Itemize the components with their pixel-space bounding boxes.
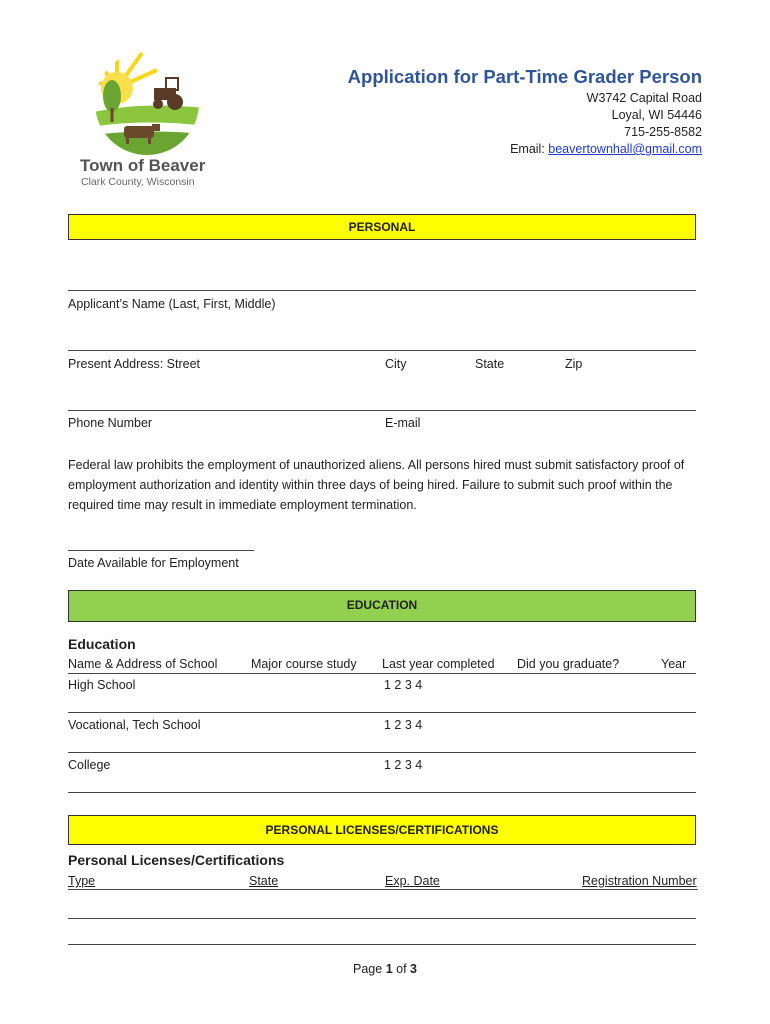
- page-footer: [0, 962, 770, 976]
- date-available-label: Date Available for Employment: [68, 556, 239, 570]
- col-type: Type: [68, 874, 96, 888]
- applicant-name-label: Applicant’s Name (Last, First, Middle): [68, 297, 276, 311]
- section-band-personal: PERSONAL: [68, 214, 696, 240]
- address-line2: Loyal, WI 54446: [611, 108, 702, 122]
- logo-title: Town of Beaver: [80, 156, 206, 175]
- col-exp-date: Exp. Date: [385, 874, 440, 888]
- town-logo: [72, 48, 222, 193]
- farm-scene-icon: [72, 48, 222, 158]
- employment-notice: Federal law prohibits the employment of unauthorized aliens. All persons hired must submit satisfactory proof of employment authorization and identity within three days of being hired. Failure to submit such proof within the required time may result in immediate employment termination.: [68, 458, 685, 512]
- date-available-line[interactable]: [68, 550, 254, 551]
- address-line[interactable]: [68, 350, 696, 351]
- col-school-name: Name & Address of School: [68, 657, 218, 671]
- col-major: Major course study: [251, 657, 357, 671]
- licenses-header-underline: [68, 889, 698, 890]
- license-row-line[interactable]: [68, 944, 696, 945]
- logo-subtitle: Clark County, Wisconsin: [81, 176, 195, 188]
- license-row-line[interactable]: [68, 918, 696, 919]
- city-label: City: [385, 357, 407, 371]
- email-link[interactable]: beavertownhall@gmail.com: [548, 142, 702, 156]
- education-header-underline: [68, 673, 696, 674]
- phone-label: Phone Number: [68, 416, 153, 430]
- phone-email-line[interactable]: [68, 410, 696, 411]
- section-band-education: EDUCATION: [68, 590, 696, 622]
- edu-row-high-school: High School: [68, 678, 136, 692]
- licenses-heading: Personal Licenses/Certifications: [68, 852, 285, 868]
- personal-email-label: E-mail: [385, 416, 421, 430]
- page-prefix: Page: [353, 962, 386, 976]
- col-last-year: Last year completed: [382, 657, 495, 671]
- edu-row-high-school-years[interactable]: 1 2 3 4: [384, 678, 423, 692]
- edu-row-college: College: [68, 758, 111, 772]
- edu-row-college-years[interactable]: 1 2 3 4: [384, 758, 423, 772]
- education-heading: Education: [68, 636, 136, 652]
- edu-row-line[interactable]: [68, 752, 696, 753]
- col-year: Year: [661, 657, 687, 671]
- col-registration: Registration Number: [582, 874, 697, 888]
- address-line1: W3742 Capital Road: [586, 91, 702, 105]
- page-total: 3: [410, 962, 417, 976]
- name-line[interactable]: [68, 290, 696, 291]
- page-of: of: [392, 962, 411, 976]
- street-label: Present Address: Street: [68, 357, 201, 371]
- phone-number: 715-255-8582: [624, 125, 702, 139]
- edu-row-line[interactable]: [68, 792, 696, 793]
- state-label: State: [475, 357, 505, 371]
- zip-label: Zip: [565, 357, 583, 371]
- section-band-licenses: PERSONAL LICENSES/CERTIFICATIONS: [68, 815, 696, 845]
- form-title: Application for Part-Time Grader Person: [347, 66, 702, 87]
- edu-row-vocational: Vocational, Tech School: [68, 718, 201, 732]
- col-graduate: Did you graduate?: [517, 657, 620, 671]
- col-state: State: [249, 874, 279, 888]
- edu-row-vocational-years[interactable]: 1 2 3 4: [384, 718, 423, 732]
- page-number: 1: [385, 962, 393, 976]
- email-line: [510, 141, 702, 158]
- edu-row-line[interactable]: [68, 712, 696, 713]
- email-label: Email:: [510, 142, 549, 156]
